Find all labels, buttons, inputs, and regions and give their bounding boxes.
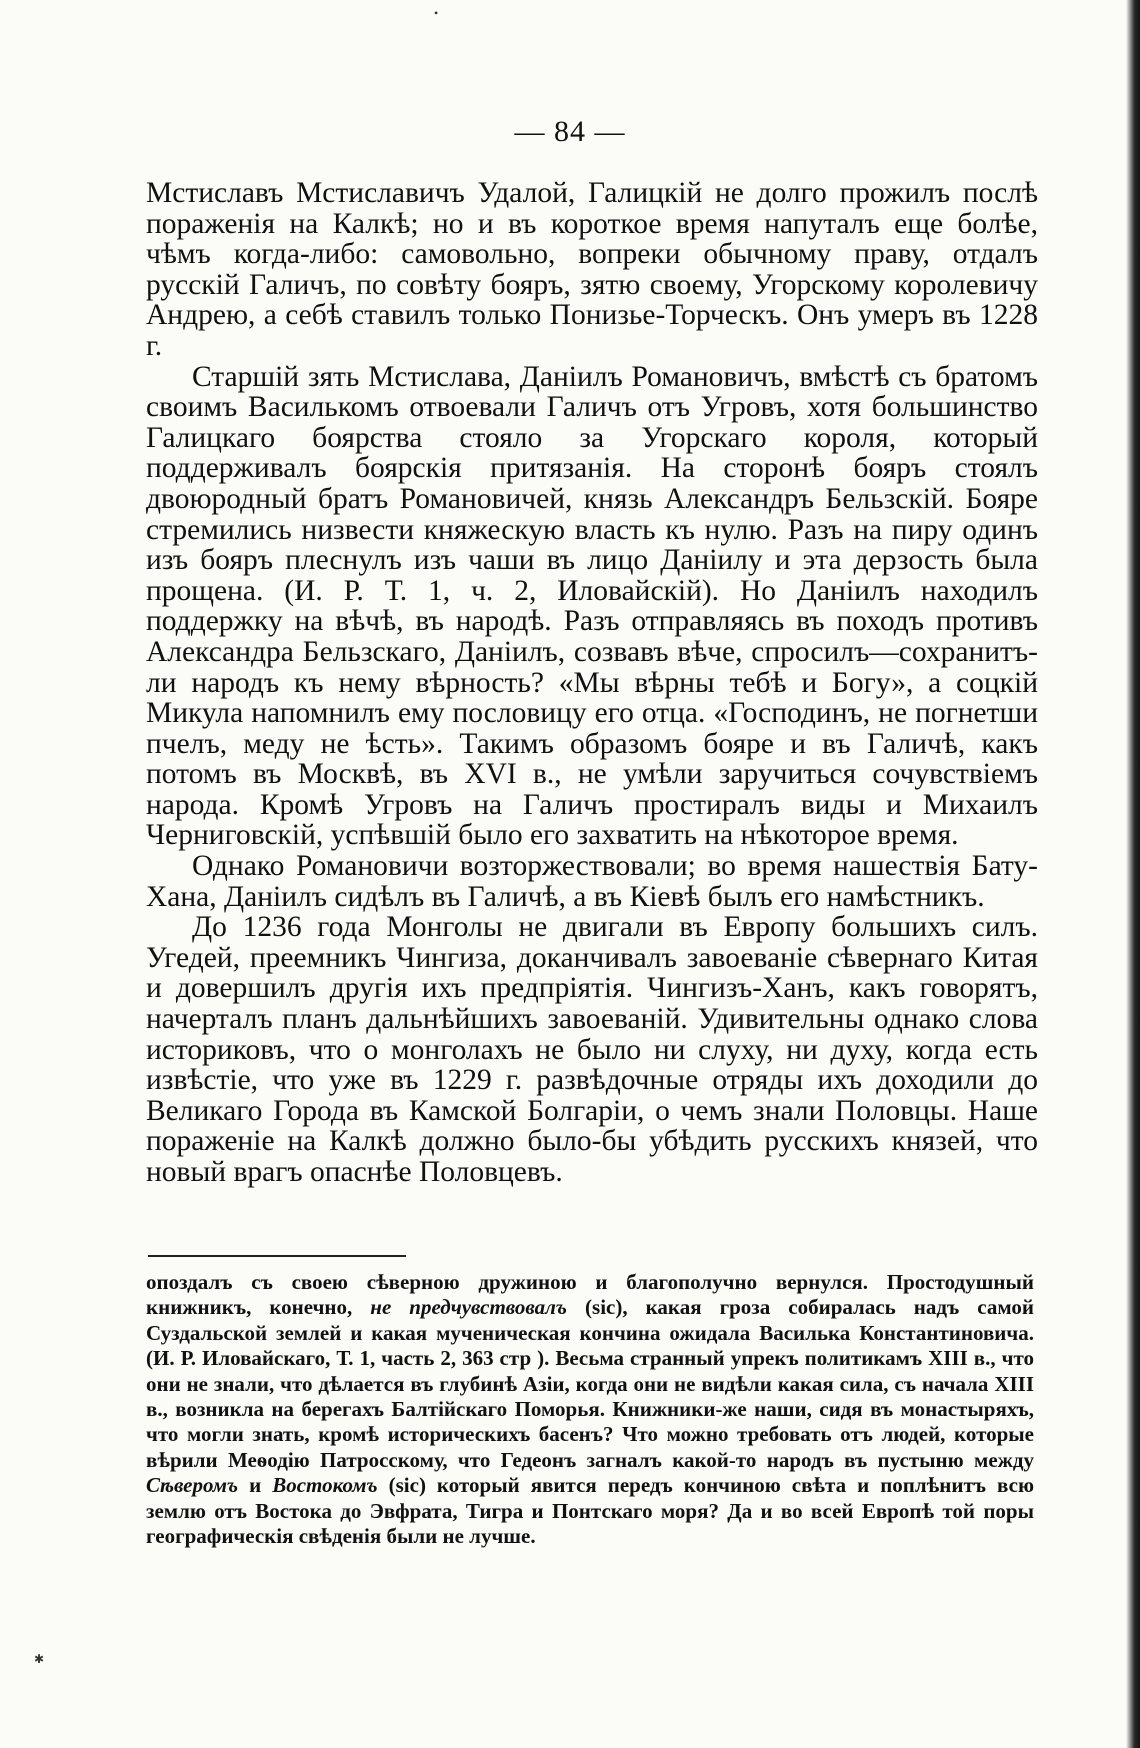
body-paragraph: Однако Романовичи возторжествовали; во время нашествія Бату-Хана, Даніилъ сидѣлъ въ Галичѣ, а въ Кіевѣ былъ его намѣстникъ.: [146, 850, 1038, 913]
page-edge-shadow: [1126, 0, 1140, 1748]
footnote-text: [146, 1270, 1034, 1549]
body-paragraph: Старшій зять Мстислава, Даніилъ Романовичъ, вмѣстѣ съ братомъ своимъ Василькомъ отвоевали Галичъ отъ Угровъ, хотя большинство Галицкаго боярства стояло за Угорскаго короля, который поддерживалъ боярскія притязанія. На сторонѣ бояръ стоялъ двоюродный братъ Романовичей, князь Александръ Бельзскій. Бояре стремились низвести княжескую власть къ нулю. Разъ на пиру одинъ изъ бояръ плеснулъ изъ чаши въ лицо Даніилу и эта дерзость была прощена. (И. Р. Т. 1, ч. 2, Иловайскій). Но Даніилъ находилъ поддержку на вѣчѣ, въ народѣ. Разъ отправляясь въ походъ противъ Александра Бельзскаго, Даніилъ, созвавъ вѣче, спросилъ—сохранитъ-ли народъ къ нему вѣрность? «Мы вѣрны тебѣ и Богу», а соцкій Микула напомнилъ ему пословицу его отца. «Господинъ, не погнетши пчелъ, меду не ѣсть». Такимъ образомъ бояре и въ Галичѣ, какъ потомъ въ Москвѣ, въ XVI в., не умѣли заручиться сочувствіемъ народа. Кромѣ Угровъ на Галичъ простиралъ виды и Михаилъ Черниговскій, успѣвшій было его захватить на нѣкоторое время.: [146, 360, 1038, 852]
print-speck: ✱: [34, 1652, 45, 1666]
footnote-italic: не предчувствовалъ: [370, 1295, 567, 1320]
footnote-italic: Сѣверомъ: [146, 1473, 239, 1498]
footnote-separator: [148, 1255, 406, 1257]
footnote-italic: Востокомъ: [272, 1473, 378, 1498]
footnote-fragment: (sic) который явится передъ кончиною свѣта и поплѣнитъ всю землю отъ Востока до Эвфрата, Тигра и Понтскаго моря? Да и во всей Европѣ той поры географическія свѣденія были не лучше.: [146, 1473, 1034, 1549]
page-number: — 84 —: [514, 115, 626, 148]
footnote-fragment: опоздалъ съ своею сѣверною дружиною и благополучно вернулся. Простодушный книжникъ, конечно,: [146, 1270, 1034, 1320]
body-paragraph: Мстиславъ Мстиславичъ Удалой, Галицкій не долго прожилъ послѣ пораженія на Калкѣ; но и въ короткое время напуталъ еще болѣе, чѣмъ когда-либо: самовольно, вопреки обычному праву, отдалъ русскій Галичъ, по совѣту бояръ, зятю своему, Угорскому королевичу Андрею, а себѣ ставилъ только Понизье-Торческъ. Онъ умеръ въ 1228 г.: [146, 177, 1038, 362]
footnote: [146, 1270, 1034, 1549]
print-speck: •: [434, 6, 439, 20]
footnote-fragment: и: [238, 1473, 273, 1498]
body-paragraph: До 1236 года Монголы не двигали въ Европу большихъ силъ. Угедей, преемникъ Чингиза, доканчивалъ завоеваніе сѣвернаго Китая и довершилъ другія ихъ предпріятія. Чингизъ-Ханъ, какъ говорятъ, начерталъ планъ дальнѣйшихъ завоеваній. Удивительны однако слова историковъ, что о монголахъ не было ни слуху, ни духу, когда есть извѣстіе, что уже въ 1229 г. развѣдочные отряды ихъ доходили до Великаго Города въ Камской Болгаріи, о чемъ знали Половцы. Наше пораженіе на Калкѣ должно было-бы убѣдить русскихъ князей, что новый врагъ опаснѣе Половцевъ.: [146, 911, 1038, 1188]
main-text: [146, 178, 1038, 1188]
footnote-fragment: (sic), какая гроза собиралась надъ самой Суздальской землей и какая мученическая кончина ожидала Василька Константиновича. (И. Р. Иловайскаго, Т. 1, часть 2, 363 стр ). Весьма странный упрекъ политикамъ XIII в., что они не знали, что дѣлается въ глубинѣ Азіи, когда они не видѣли какая сила, съ начала XIII в., возникла на берегахъ Балтійскаго Поморья. Книжники-же наши, сидя въ монастыряхъ, что могли знать, кромѣ историческихъ басенъ? Что можно требовать отъ людей, которые вѣрили Меѳодію Патросскому, что Гедеонъ загналъ какой-то народъ въ пустыню между: [146, 1295, 1034, 1472]
